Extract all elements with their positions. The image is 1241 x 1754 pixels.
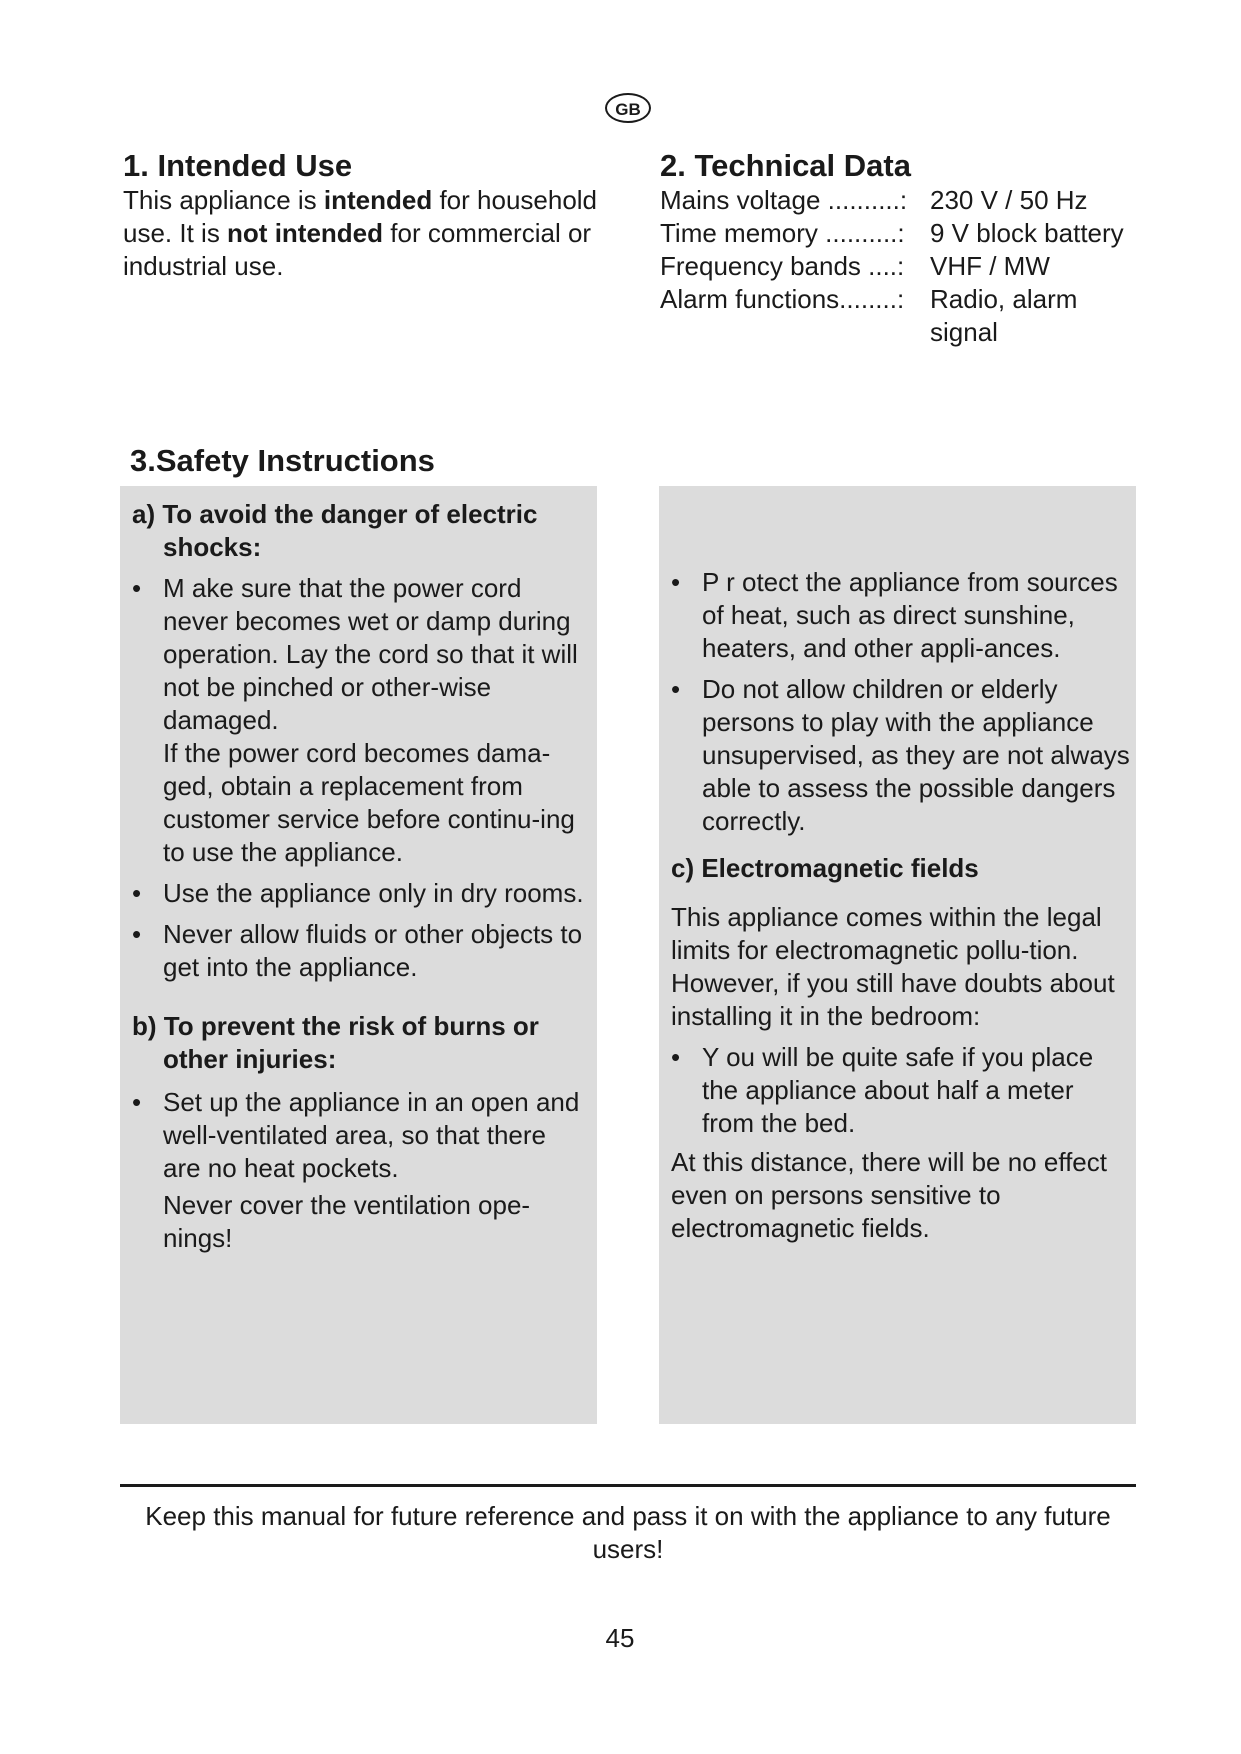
technical-data-title: 2. Technical Data [660,148,911,183]
list-item: • Set up the appliance in an open and well-ventilated area, so that there are no heat pockets. [132,1087,580,1183]
intended-use-text: This appliance is intended for household use. It is not intended for commercial or industrial use. [123,185,598,281]
section-c-heading: c) Electromagnetic fields [671,853,979,883]
section-a-heading: a) To avoid the danger of electric shocks: [132,499,538,562]
tech-row-alarm-functions: Alarm functions........: Radio, alarm signal [660,284,1078,347]
page-number: 45 [605,1623,635,1653]
footer-divider [120,1484,1136,1487]
tech-row-frequency-bands: Frequency bands ....: VHF / MW [660,251,1050,281]
list-item: • Y ou will be quite safe if you place the appliance about half a meter from the bed. [671,1042,1094,1138]
section-c-intro: This appliance comes within the legal limits for electromagnetic pollu-tion. However, if you still have doubts about installing it in the bedroom: [671,902,1115,1031]
safety-panel-right [659,486,1136,1424]
list-item-continuation: If the power cord becomes dama-ged, obtain a replacement from customer service before continu-ing to use the appliance. [163,738,575,867]
safety-title: 3.Safety Instructions [130,443,435,478]
list-item: • Never allow fluids or other objects to get into the appliance. [132,919,583,982]
footer-note: Keep this manual for future reference and pass it on with the appliance to any future users! [145,1501,1111,1564]
safety-panel-left [120,486,597,1424]
list-item: • Use the appliance only in dry rooms. [132,878,584,908]
section-b-heading: b) To prevent the risk of burns or other injuries: [132,1011,539,1074]
tech-row-time-memory: Time memory ..........: 9 V block battery [660,218,1124,248]
tech-row-mains-voltage: Mains voltage ..........: 230 V / 50 Hz [660,185,1088,215]
language-badge: GB [605,93,651,123]
list-item-continuation: Never cover the ventilation ope-nings! [163,1190,531,1253]
technical-data-section [660,148,1140,349]
intended-use-title: 1. Intended Use [123,148,353,183]
section-c-outro: At this distance, there will be no effect even on persons sensitive to electromagnetic fields. [671,1147,1107,1243]
list-item: • P r otect the appliance from sources of heat, such as direct sunshine, heaters, and other appli-ances. [671,567,1118,663]
intended-use-section [123,148,613,283]
list-item: • Do not allow children or elderly persons to play with the appliance unsupervised, as they are not always able to assess the possible dangers correctly. [671,674,1130,836]
list-item: • M ake sure that the power cord never becomes wet or damp during operation. Lay the cord so that it will not be pinched or other-wise damaged. [132,573,578,735]
